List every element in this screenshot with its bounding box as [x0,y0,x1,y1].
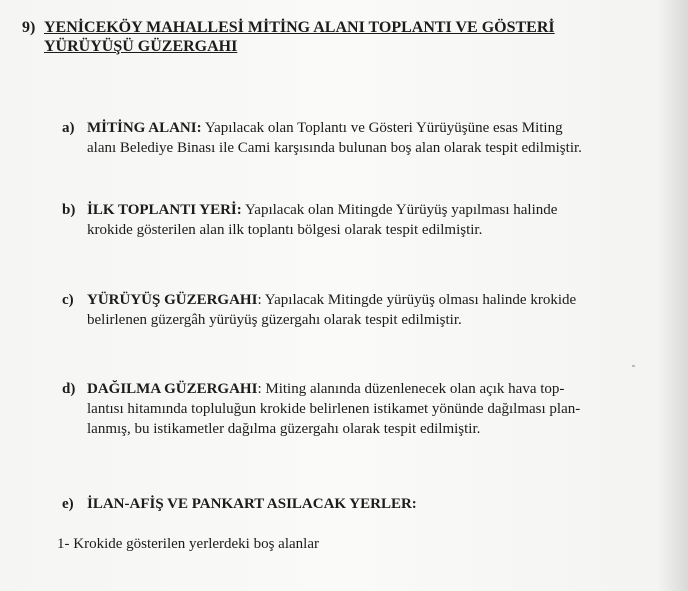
section-text-line1: : Miting alanında düzenlenecek olan açık hava top- [257,381,565,397]
section-text-line1: Yapılacak olan Mitingde Yürüyüş yapılması halinde [244,202,558,218]
heading-number: 9) [22,19,36,36]
scan-mark [632,365,635,367]
section-label: YÜRÜYÜŞ GÜZERGAHI [87,292,258,308]
section-letter: a) [62,120,75,136]
section-label: DAĞILMA GÜZERGAHI [87,381,258,397]
section-b [62,200,637,240]
heading-title-line1: YENİCEKÖY MAHALLESİ MİTİNG ALANI TOPLANTI VE GÖSTERİ [44,19,555,36]
list-item: 1- Krokide gösterilen yerlerdeki boş alanlar [57,536,319,552]
section-c [62,290,637,330]
section-text-cont-1: lantısı hitamında topluluğun krokide belirlenen istikamet yönünde dağılması plan- [87,401,581,417]
page-edge-shadow [658,0,688,591]
section-letter: b) [62,202,76,218]
section-text-line1: : Yapılacak Mitingde yürüyüş olması halinde krokide [257,292,577,308]
section-letter: e) [62,496,74,512]
heading-title [44,18,644,56]
section-letter: d) [62,381,76,397]
section-text-cont-2: lanmış, bu istikametler dağılma güzergahı olarak tespit edilmiştir. [87,421,481,437]
section-label: MİTİNG ALANI: [87,120,202,136]
section-text-cont: krokide gösterilen alan ilk toplantı bölgesi olarak tespit edilmiştir. [87,222,483,238]
heading-title-line2: YÜRÜYÜŞÜ GÜZERGAHI [44,38,238,55]
section-a [62,118,637,158]
section-letter: c) [62,292,74,308]
section-e [62,494,637,514]
section-text-cont: alanı Belediye Binası ile Cami karşısında bulunan boş alan olarak tespit edilmiştir. [87,140,582,156]
section-text-cont: belirlenen güzergâh yürüyüş güzergahı olarak tespit edilmiştir. [87,312,462,328]
section-label: İLAN-AFİŞ VE PANKART ASILACAK YERLER: [87,496,417,512]
section-d [62,379,637,439]
section-label: İLK TOPLANTI YERİ: [87,202,242,218]
section-text-line1: Yapılacak olan Toplantı ve Gösteri Yürüyüşüne esas Miting [204,120,563,136]
